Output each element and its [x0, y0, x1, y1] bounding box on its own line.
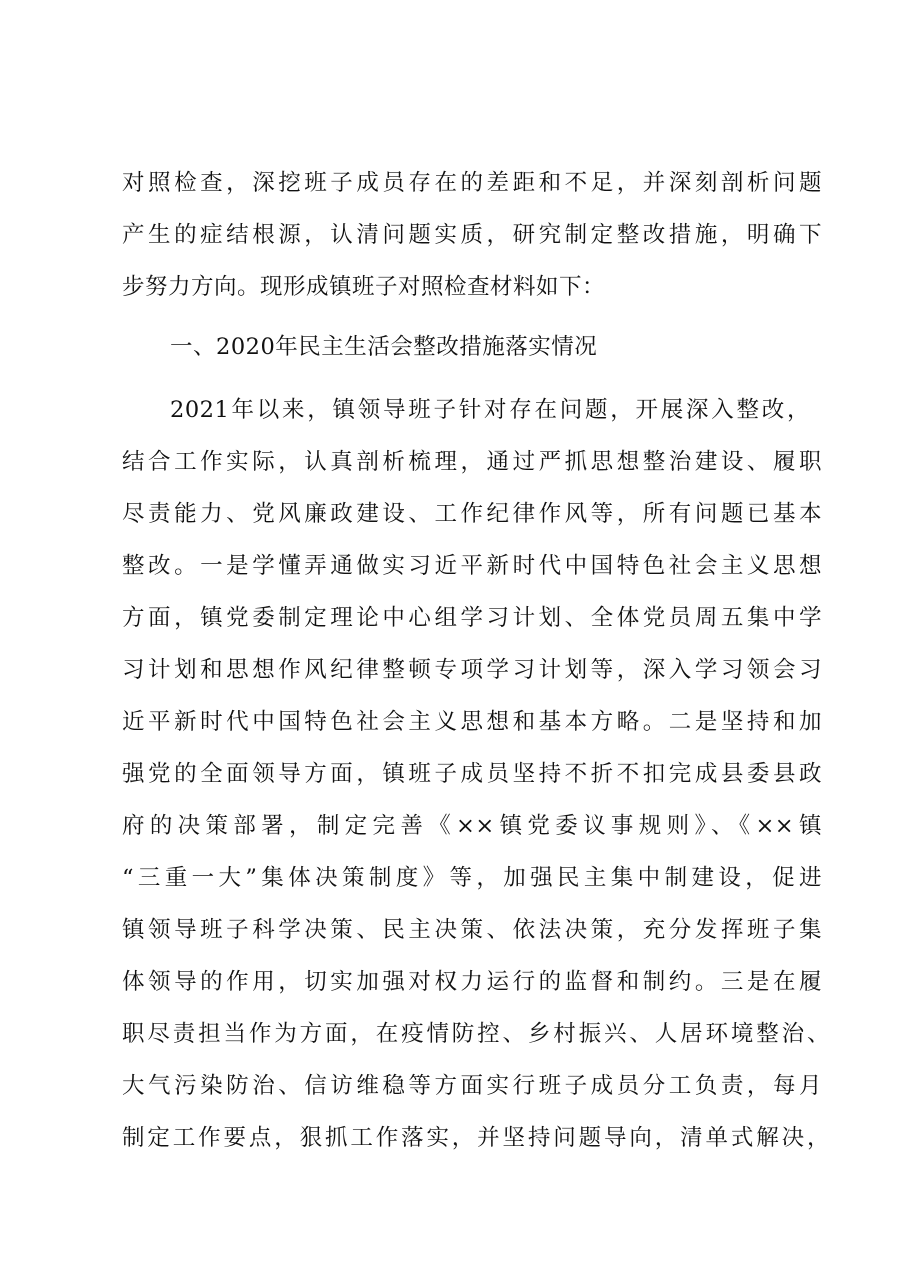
text-line: 对照检查，深挖班子成员存在的差距和不足，并深刻剖析问题: [122, 170, 822, 196]
text-line: 府的决策部署，制定完善《××镇党委议事规则》、《××镇: [122, 813, 822, 839]
text-line: 习计划和思想作风纪律整顿专项学习计划等，深入学习领会习: [122, 657, 822, 683]
text-line: 结合工作实际，认真剖析梳理，通过严抓思想整治建设、履职: [122, 449, 822, 475]
text-line: 强党的全面领导方面，镇班子成员坚持不折不扣完成县委县政: [122, 761, 822, 787]
text-line: 方面，镇党委制定理论中心组学习计划、全体党员周五集中学: [122, 605, 822, 631]
text-line: 2021年以来，镇领导班子针对存在问题，开展深入整改，: [170, 397, 810, 423]
text-line: 产生的症结根源，认清问题实质，研究制定整改措施，明确下: [122, 222, 822, 248]
text-line: 近平新时代中国特色社会主义思想和基本方略。二是坚持和加: [122, 709, 822, 735]
text-line: 步努力方向。现形成镇班子对照检查材料如下：: [122, 274, 606, 300]
text-line: 镇领导班子科学决策、民主决策、依法决策，充分发挥班子集: [122, 917, 822, 943]
text-line: 制定工作要点，狠抓工作落实，并坚持问题导向，清单式解决，: [122, 1125, 830, 1151]
text-line: “三重一大”集体决策制度》等，加强民主集中制建设，促进: [122, 865, 822, 891]
text-line: 整改。一是学懂弄通做实习近平新时代中国特色社会主义思想: [122, 553, 822, 579]
section-heading: 一、2020年民主生活会整改措施落实情况: [170, 334, 598, 360]
text-line: 体领导的作用，切实加强对权力运行的监督和制约。三是在履: [122, 969, 822, 995]
text-line: 尽责能力、党风廉政建设、工作纪律作风等，所有问题已基本: [122, 501, 822, 527]
text-line: 大气污染防治、信访维稳等方面实行班子成员分工负责，每月: [122, 1073, 822, 1099]
text-line: 职尽责担当作为方面，在疫情防控、乡村振兴、人居环境整治、: [122, 1021, 830, 1047]
